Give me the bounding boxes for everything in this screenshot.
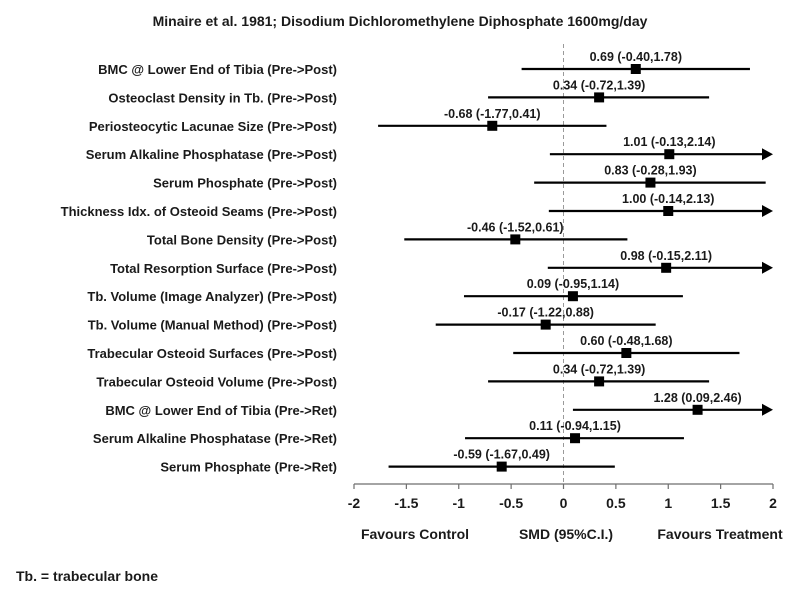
estimate-annotation: -0.17 (-1.22,0.88)	[497, 305, 594, 320]
estimate-annotation: 0.60 (-0.48,1.68)	[580, 334, 673, 348]
x-axis	[348, 484, 777, 511]
point-estimate	[621, 348, 631, 358]
row-label: Osteoclast Density in Tb. (Pre->Post)	[108, 90, 337, 106]
forest-row	[105, 391, 773, 418]
row-label: Serum Alkaline Phosphatase (Pre->Ret)	[92, 431, 337, 447]
estimate-annotation: 0.34 (-0.72,1.39)	[552, 78, 646, 93]
point-estimate	[568, 291, 578, 301]
point-estimate	[631, 64, 641, 74]
forest-row	[153, 164, 766, 191]
point-estimate	[664, 149, 674, 159]
footnote: Tb. = trabecular bone	[16, 568, 158, 584]
point-estimate	[570, 433, 580, 443]
favours-control-label: Favours Control	[360, 526, 470, 542]
estimate-annotation: 1.01 (-0.13,2.14)	[623, 135, 716, 150]
ci-arrow-right	[762, 262, 773, 274]
estimate-annotation: 0.34 (-0.72,1.39)	[552, 362, 646, 377]
row-label: Tb. Volume (Manual Method) (Pre->Post)	[87, 317, 337, 333]
row-label: Serum Phosphate (Pre->Post)	[153, 175, 337, 191]
row-label: Total Resorption Surface (Pre->Post)	[110, 260, 337, 276]
rows-layer	[61, 50, 773, 475]
point-estimate	[541, 320, 551, 330]
forest-row	[61, 192, 773, 219]
x-tick-label: -1	[452, 495, 465, 511]
forest-row	[147, 220, 627, 247]
row-label: Tb. Volume (Image Analyzer) (Pre->Post)	[87, 289, 337, 305]
point-estimate	[594, 92, 604, 102]
row-label: Thickness Idx. of Osteoid Seams (Pre->Post)	[60, 204, 337, 219]
estimate-annotation: 0.11 (-0.94,1.15)	[529, 419, 621, 434]
x-tick-label: -1.5	[394, 495, 419, 511]
ci-arrow-right	[762, 148, 773, 160]
favours-treatment-label: Favours Treatment	[657, 526, 783, 542]
ci-arrow-right	[762, 404, 773, 416]
row-label: Trabecular Osteoid Surfaces (Pre->Post)	[87, 346, 337, 361]
forest-row	[88, 306, 656, 333]
x-axis-label: SMD (95%C.I.)	[518, 526, 614, 542]
forest-row	[108, 78, 709, 105]
x-tick-label: 0.5	[606, 495, 626, 511]
estimate-annotation: 1.00 (-0.14,2.13)	[622, 192, 715, 206]
forest-row	[89, 107, 607, 134]
row-label: Serum Phosphate (Pre->Ret)	[160, 459, 337, 475]
point-estimate	[661, 263, 671, 273]
estimate-annotation: 1.28 (0.09,2.46)	[653, 390, 742, 405]
point-estimate	[645, 178, 655, 188]
forest-row	[93, 419, 684, 446]
x-tick-label: 0	[559, 495, 568, 511]
estimate-annotation: 0.98 (-0.15,2.11)	[620, 248, 713, 263]
row-label: BMC @ Lower End of Tibia (Pre->Post)	[98, 62, 337, 77]
estimate-annotation: 0.09 (-0.95,1.14)	[526, 277, 620, 292]
x-tick-label: -2	[347, 495, 361, 511]
forest-row	[110, 249, 773, 276]
row-label: Total Bone Density (Pre->Post)	[146, 232, 337, 248]
x-tick-label: -0.5	[499, 495, 524, 511]
point-estimate	[510, 234, 520, 244]
estimate-annotation: 0.69 (-0.40,1.78)	[589, 50, 682, 64]
forest-row	[86, 135, 773, 162]
estimate-annotation: 0.83 (-0.28,1.93)	[604, 163, 697, 178]
estimate-annotation: -0.68 (-1.77,0.41)	[443, 106, 541, 121]
row-label: Serum Alkaline Phosphatase (Pre->Post)	[85, 147, 337, 163]
forest-row	[87, 277, 682, 304]
forest-row	[160, 448, 614, 475]
forest-row	[98, 50, 750, 77]
x-tick-label: 1	[664, 495, 673, 511]
estimate-annotation: -0.46 (-1.52,0.61)	[467, 220, 564, 235]
row-label: Trabecular Osteoid Volume (Pre->Post)	[96, 374, 337, 390]
ci-arrow-right	[762, 205, 773, 217]
x-tick-label: 1.5	[710, 495, 731, 511]
forest-row	[96, 362, 709, 389]
point-estimate	[497, 462, 507, 472]
chart-title: Minaire et al. 1981; Disodium Dichloromethylene Diphosphate 1600mg/day	[152, 13, 648, 29]
row-label: BMC @ Lower End of Tibia (Pre->Ret)	[105, 402, 337, 418]
point-estimate	[487, 121, 497, 131]
point-estimate	[594, 376, 604, 386]
row-label: Periosteocytic Lacunae Size (Pre->Post)	[88, 118, 337, 134]
point-estimate	[693, 405, 703, 415]
point-estimate	[663, 206, 673, 216]
forest-row	[87, 334, 739, 361]
x-tick-label: 2	[769, 495, 777, 511]
estimate-annotation: -0.59 (-1.67,0.49)	[453, 447, 550, 462]
